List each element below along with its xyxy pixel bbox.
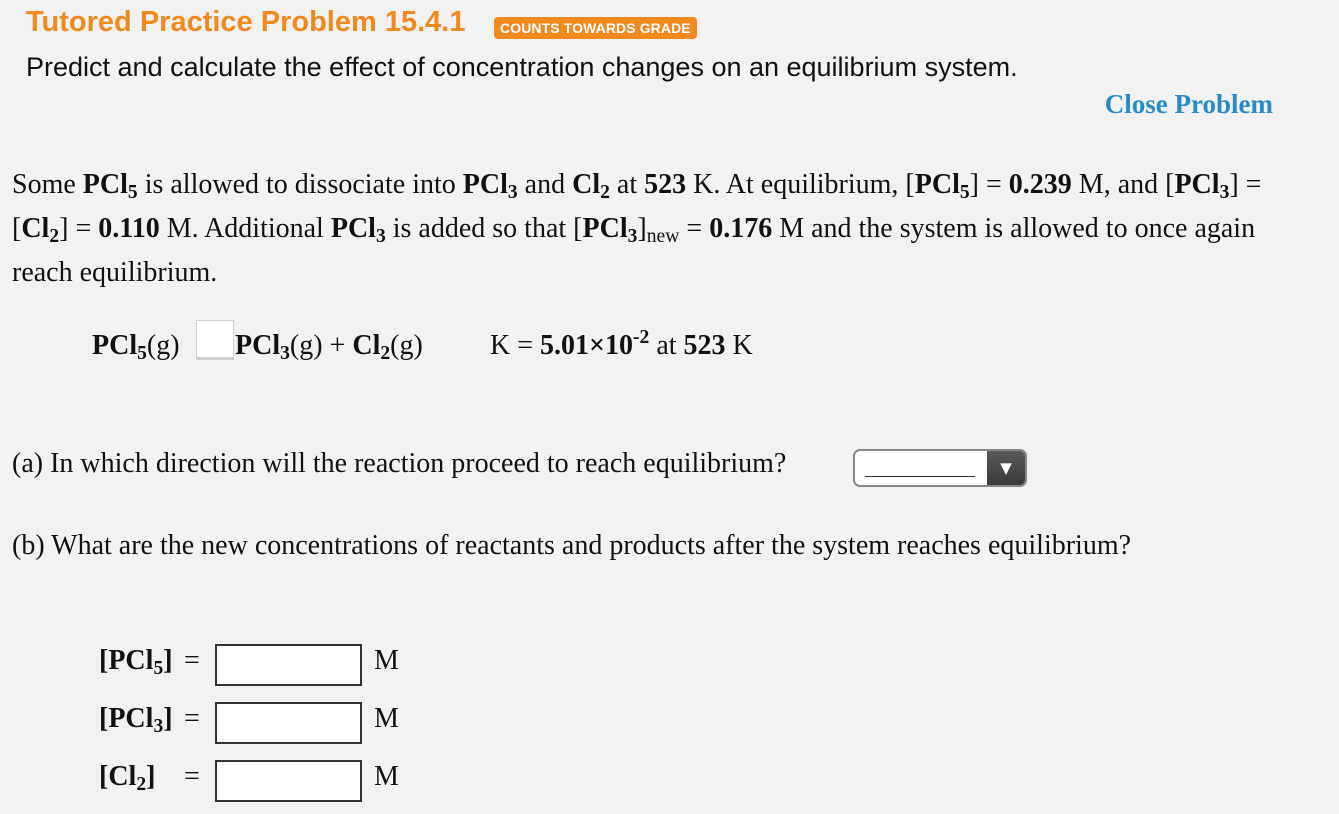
question-a: (a) In which direction will the reaction proceed to reach equilibrium? xyxy=(12,448,787,479)
equals-sign: = xyxy=(184,761,200,792)
triangle-down-icon[interactable]: ▼ xyxy=(987,451,1025,485)
problem-subtitle: Predict and calculate the effect of concentration changes on an equilibrium system. xyxy=(26,52,1018,82)
direction-dropdown[interactable] xyxy=(853,449,1027,487)
answer-row-pcl3 xyxy=(0,703,500,747)
pcl3-concentration-input[interactable] xyxy=(215,702,362,744)
species-label: [PCl$_5$] xyxy=(99,645,173,679)
answer-row-cl2 xyxy=(0,761,500,805)
species-label: [PCl$_3$] xyxy=(99,703,173,737)
dropdown-blank-value xyxy=(865,476,975,477)
species-label: $[Cl_2]$ xyxy=(99,761,156,795)
unit-label: M xyxy=(374,645,399,676)
question-b: (b) What are the new concentrations of reactants and products after the system reaches equilibrium? xyxy=(12,530,1132,561)
unit-label: M xyxy=(374,703,399,734)
equilibrium-arrow-box xyxy=(196,320,234,358)
equals-sign: = xyxy=(184,703,200,734)
equals-sign: = xyxy=(184,645,200,676)
problem-statement: Some PCl$_5$ is allowed to dissociate into PCl$_3$ and $Cl_2$ at 523 K. At equilibrium, [PCl$_5$] = 0.239 M, and $[PCl_3] = [Cl_2] = 0.110$ M. Additional PCl$_3$ is added so that $[PCl_3]_{new} = 0.176$ M and the system is allowed to once again reach equilibrium. xyxy=(12,169,1262,288)
equilibrium-constant: $K = 5.01\times 10^{-2}$ at 523 K xyxy=(490,327,753,361)
problem-title: Tutored Practice Problem 15.4.1 xyxy=(26,6,466,38)
equilibrium-arrow-line xyxy=(196,358,234,360)
answer-row-pcl5 xyxy=(0,645,500,689)
close-problem-link[interactable]: Close Problem xyxy=(1104,89,1273,119)
unit-label: M xyxy=(374,761,399,792)
products-formula: $PCl_3(g) + Cl_2(g)$ xyxy=(235,330,423,364)
cl2-concentration-input[interactable] xyxy=(215,760,362,802)
reactant-formula: PCl$_5$(g) xyxy=(92,330,180,364)
grade-badge: COUNTS TOWARDS GRADE xyxy=(494,17,697,39)
pcl5-concentration-input[interactable] xyxy=(215,644,362,686)
